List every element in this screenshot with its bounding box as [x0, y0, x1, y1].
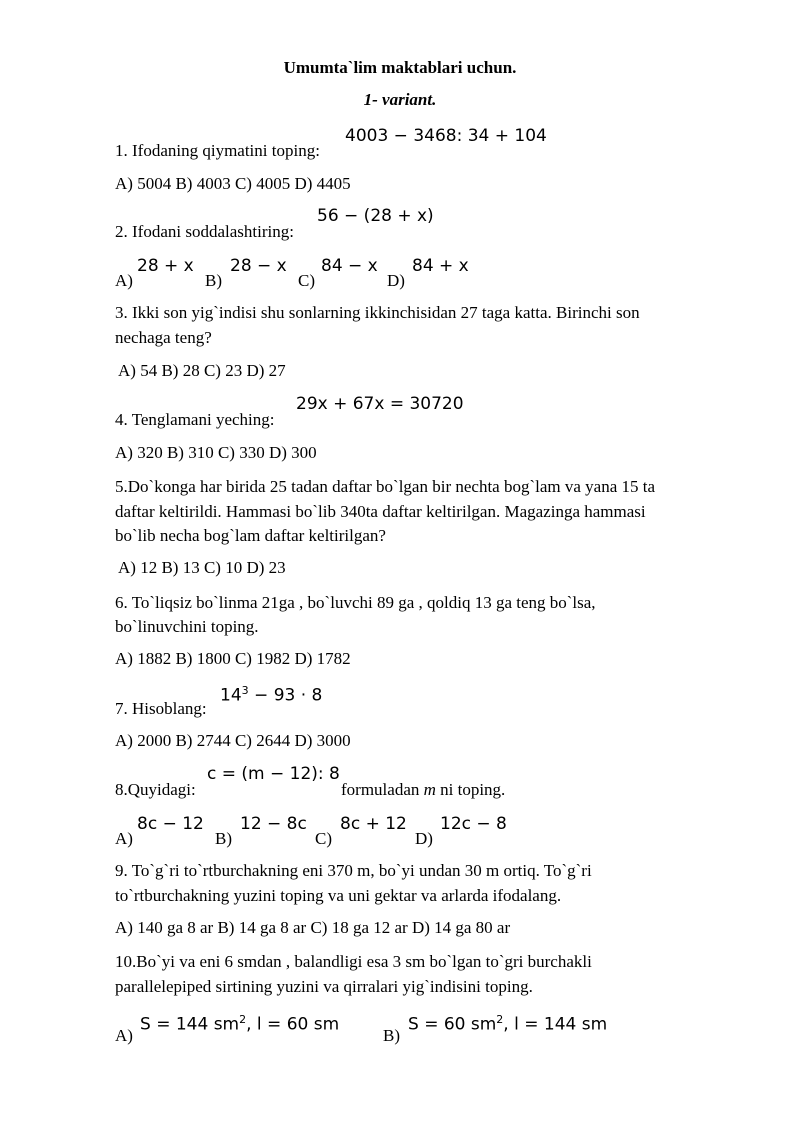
q10-b-post: , l = 144 sm [503, 1014, 608, 1035]
q2-option-b-label: B) [205, 271, 222, 290]
q4-expression: 29x + 67x = 30720 [296, 394, 464, 414]
q7-options: A) 2000 B) 2744 C) 2644 D) 3000 [115, 731, 351, 750]
q10-a-superscript: 2 [239, 1013, 247, 1026]
q3-text-line2: nechaga teng? [115, 328, 212, 347]
q2-option-c-expr: 84 − x [321, 256, 378, 276]
q10-text-line2: parallelepiped sirtining yuzini va qirralari yig`indisini toping. [115, 977, 533, 996]
q10-option-b-expr [408, 1009, 607, 1036]
q8-instruction-pre: formuladan [341, 780, 424, 799]
q1-options: A) 5004 B) 4003 C) 4005 D) 4405 [115, 174, 351, 193]
q7-expr-rest: − 93 · 8 [248, 685, 323, 706]
q9-text-line2: to`rtburchakning yuzini toping va uni gektar va arlarda ifodalang. [115, 886, 562, 905]
q8-option-b-expr: 12 − 8c [240, 814, 307, 834]
q2-expression: 56 − (28 + x) [317, 206, 434, 226]
q9-options: A) 140 ga 8 ar B) 14 ga 8 ar C) 18 ga 12 ar D) 14 ga 80 ar [115, 918, 511, 937]
variant-heading: 1- variant. [363, 90, 437, 109]
q8-instruction [341, 778, 505, 802]
q10-option-b-label: B) [383, 1026, 400, 1045]
q2-option-d-label: D) [387, 271, 405, 290]
q8-option-c-label: C) [315, 829, 332, 848]
q6-text-line2: bo`linuvchini toping. [115, 617, 259, 636]
q8-option-b-label: B) [215, 829, 232, 848]
q8-option-c-expr: 8c + 12 [340, 814, 407, 834]
q2-text: 2. Ifodani soddalashtiring: [115, 222, 294, 241]
q8-instruction-post: ni toping. [435, 780, 506, 799]
q6-text-line1: 6. To`liqsiz bo`linma 21ga , bo`luvchi 89 ga , qoldiq 13 ga teng bo`lsa, [115, 593, 596, 612]
q10-text-line1: 10.Bo`yi va eni 6 smdan , balandligi esa 3 sm bo`lgan to`gri burchakli [115, 952, 592, 971]
q7-expr-exponent: 3 [241, 684, 249, 697]
q2-option-c-label: C) [298, 271, 315, 290]
document-title: Umumta`lim maktablari uchun. [283, 58, 517, 77]
q3-text-line1: 3. Ikki son yig`indisi shu sonlarning ikkinchisidan 27 taga katta. Birinchi son [115, 303, 640, 322]
q7-expr-base: 14 [220, 685, 242, 706]
q10-option-a-label: A) [115, 1026, 133, 1045]
q2-option-d-expr: 84 + x [412, 256, 469, 276]
q7-text: 7. Hisoblang: [115, 699, 207, 718]
q8-variable: m [423, 780, 436, 799]
q2-option-a-expr: 28 + x [137, 256, 194, 276]
q1-expression: 4003 − 3468: 34 + 104 [345, 126, 547, 146]
q2-option-b-expr: 28 − x [230, 256, 287, 276]
q5-text-line2: daftar keltirildi. Hammasi bo`lib 340ta daftar keltirilgan. Magazinga hammasi [115, 502, 646, 521]
q8-option-d-expr: 12c − 8 [440, 814, 507, 834]
q5-options: A) 12 B) 13 C) 10 D) 23 [118, 558, 286, 577]
q8-option-d-label: D) [415, 829, 433, 848]
q2-option-a-label: A) [115, 271, 133, 290]
q10-b-superscript: 2 [496, 1013, 504, 1026]
q8-expression: c = (m − 12): 8 [207, 764, 340, 784]
q10-a-post: , l = 60 sm [246, 1014, 340, 1035]
q3-options: A) 54 B) 28 C) 23 D) 27 [118, 361, 286, 380]
q6-options: A) 1882 B) 1800 C) 1982 D) 1782 [115, 649, 351, 668]
q10-b-pre: S = 60 sm [408, 1014, 497, 1035]
q10-a-pre: S = 144 sm [140, 1014, 240, 1035]
q4-options: A) 320 B) 310 C) 330 D) 300 [115, 443, 317, 462]
q8-option-a-expr: 8c − 12 [137, 814, 204, 834]
q5-text-line1: 5.Do`konga har birida 25 tadan daftar bo`lgan bir nechta bog`lam va yana 15 ta [115, 477, 656, 496]
q1-text: 1. Ifodaning qiymatini toping: [115, 141, 320, 160]
q4-text: 4. Tenglamani yeching: [115, 410, 275, 429]
q7-expression [220, 680, 322, 707]
q5-text-line3: bo`lib necha bog`lam daftar keltirilgan? [115, 526, 386, 545]
q8-text: 8.Quyidagi: [115, 780, 196, 799]
q9-text-line1: 9. To`g`ri to`rtburchakning eni 370 m, bo`yi undan 30 m ortiq. To`g`ri [115, 861, 592, 880]
q8-option-a-label: A) [115, 829, 133, 848]
q10-option-a-expr [140, 1009, 339, 1036]
